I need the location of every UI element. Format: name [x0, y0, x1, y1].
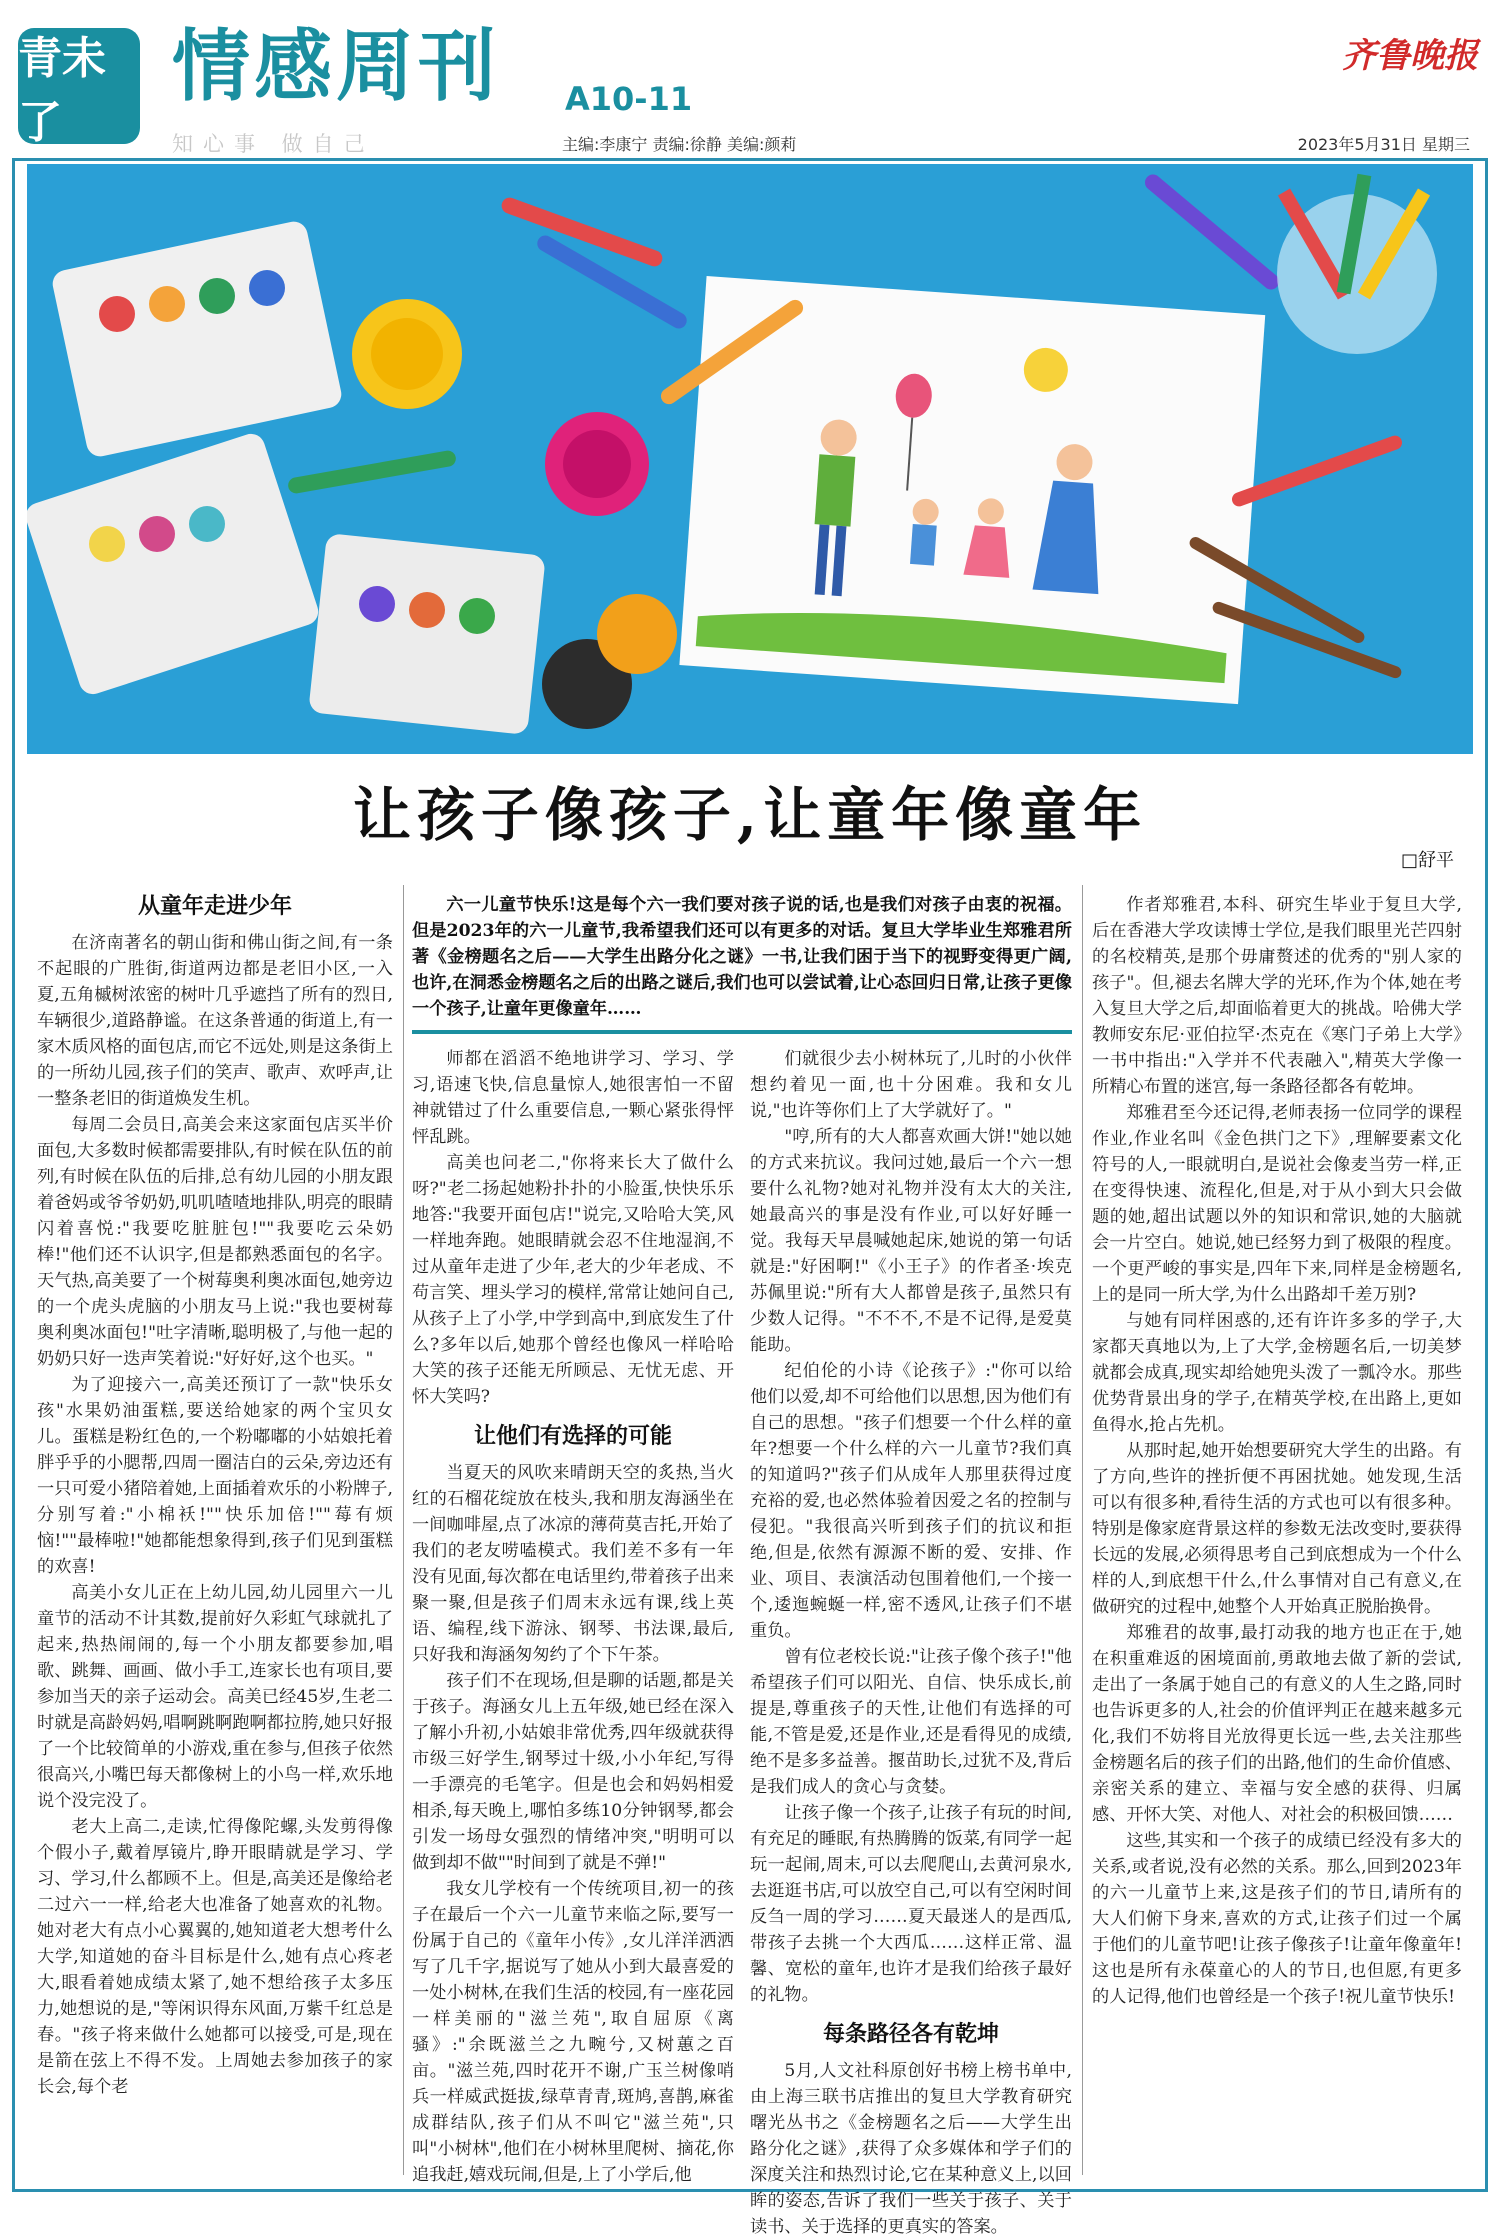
masthead [0, 0, 1500, 156]
children-drawing-photo-illustration [27, 164, 1473, 754]
article-column-2 [412, 1046, 734, 2188]
column-divider [1082, 885, 1083, 2175]
paragraph: 曾有位老校长说:"让孩子像个孩子!"他希望孩子们可以阳光、自信、快乐成长,前提是,尊重孩子的天性,让他们有选择的可能,不管是爱,还是作业,还是看得见的成绩,绝不是多多益善。揠苗助长,过犹不及,背后是我们成人的贪心与贪婪。 [750, 1647, 1072, 1797]
article-headline: 让孩子像孩子,让童年像童年 [352, 781, 1148, 849]
subheading-1: 从童年走进少年 [137, 894, 292, 919]
section-title: 情感周刊 [172, 22, 501, 112]
article-column-3 [750, 1046, 1072, 2240]
issue-date: 2023年5月31日 星期三 [1297, 135, 1470, 154]
subheading-3: 每条路径各有乾坤 [822, 2022, 999, 2047]
paragraph: 为了迎接六一,高美还预订了一款"快乐女孩"水果奶油蛋糕,要送给她家的两个宝贝女儿。蛋糕是粉红色的,一个粉嘟嘟的小姑娘托着胖乎乎的小腮帮,四周一圈洁白的云朵,旁边还有一只可爱小猪陪着她,上面插着欢乐的小粉牌子,分别写着:"小棉袄!""快乐加倍!""莓有烦恼!""最棒啦!"她都能想象得到,孩子们见到蛋糕的欢喜! [37, 1375, 393, 1577]
paragraph: "哼,所有的大人都喜欢画大饼!"她以她的方式来抗议。我问过她,最后一个六一想要什么礼物?她对礼物并没有太大的关注,她最高兴的事是没有作业,可以好好睡一觉。我每天早晨喊她起床,她说的第一句话就是:"好困啊!"《小王子》的作者圣·埃克苏佩里说:"所有大人都曾是孩子,虽然只有少数人记得。"不不不,不是不记得,是爱莫能助。 [750, 1127, 1072, 1355]
paragraph: 高美也问老二,"你将来长大了做什么呀?"老二扬起她粉扑扑的小脸蛋,快快乐乐地答:"我要开面包店!"说完,又哈哈大笑,风一样地奔跑。她眼睛就会忍不住地湿润,不过从童年走进了少年,老大的少年老成、不苟言笑、埋头学习的模样,常常让她问自己,从孩子上了小学,中学到高中,到底发生了什么?多年以后,她那个曾经也像风一样哈哈大笑的孩子还能无所顾忌、无忧无虑、开怀大笑吗? [412, 1153, 734, 1407]
paragraph: 与她有同样困惑的,还有许许多多的学子,大家都天真地以为,上了大学,金榜题名后,一切美梦就都会成真,现实却给她兜头泼了一瓢冷水。那些优势背景出身的学子,在精英学校,在出路上,更如鱼得水,抢占先机。 [1092, 1311, 1462, 1435]
paragraph: 每周二会员日,高美会来这家面包店买半价面包,大多数时候都需要排队,有时候在队伍的前列,有时候在队伍的后排,总有幼儿园的小朋友跟着爸妈或爷爷奶奶,叽叽喳喳地排队,明亮的眼睛闪着喜悦:"我要吃脏脏包!""我要吃云朵奶棒!"他们还不认识字,但是都熟悉面包的名字。天气热,高美要了一个树莓奥利奥冰面包,她旁边的一个虎头虎脑的小朋友马上说:"我也要树莓奥利奥冰面包!"吐字清晰,聪明极了,与他一起的奶奶只好一迭声笑着说:"好好好,这个也买。" [37, 1115, 393, 1369]
lead-divider [412, 1030, 1072, 1034]
paragraph: 让孩子像一个孩子,让孩子有玩的时间,有充足的睡眠,有热腾腾的饭菜,有同学一起玩一起闹,周末,可以去爬爬山,去黄河泉水,去逛逛书店,可以放空自己,可以有空闲时间反刍一周的学习……夏天最迷人的是西瓜,带孩子去挑一个大西瓜……这样正常、温馨、宽松的童年,也许才是我们给孩子最好的礼物。 [750, 1803, 1072, 2005]
paragraph: 师都在滔滔不绝地讲学习、学习、学习,语速飞快,信息量惊人,她很害怕一不留神就错过了什么重要信息,一颗心紧张得怦怦乱跳。 [412, 1049, 734, 1147]
paragraph: 郑雅君至今还记得,老师表扬一位同学的课程作业,作业名叫《金色拱门之下》,理解要素文化符号的人,一眼就明白,是说社会像麦当劳一样,正在变得快速、流程化,但是,对于从小到大只会做题的她,超出试题以外的知识和常识,她的大脑就会一片空白。她说,她已经努力到了极限的程度。一个更严峻的事实是,四年下来,同样是金榜题名,上的是同一所大学,为什么出路却千差万别? [1092, 1103, 1462, 1305]
section-slogan: 知心事 做自己 [172, 132, 375, 156]
paragraph: 孩子们不在现场,但是聊的话题,都是关于孩子。海涵女儿上五年级,她已经在深入了解小升初,小姑娘非常优秀,四年级就获得市级三好学生,钢琴过十级,小小年纪,写得一手漂亮的毛笔字。但是也会和妈妈相爱相杀,每天晚上,哪怕多练10分钟钢琴,都会引发一场母女强烈的情绪冲突,"明明可以做到却不做""时间到了就是不弹!" [412, 1671, 734, 1873]
article-column-4 [1092, 892, 1462, 2010]
paragraph: 5月,人文社科原创好书榜上榜书单中,由上海三联书店推出的复旦大学教育研究曙光丛书之《金榜题名之后——大学生出路分化之谜》,获得了众多媒体和学子们的深度关注和热烈讨论,它在某种意义上,以回眸的姿态,告诉了我们一些关于孩子、关于读书、关于选择的更真实的答案。 [750, 2061, 1072, 2237]
paragraph: 纪伯伦的小诗《论孩子》:"你可以给他们以爱,却不可给他们以思想,因为他们有自己的思想。"孩子们想要一个什么样的童年?想要一个什么样的六一儿童节?我们真的知道吗?"孩子们从成年人那里获得过度充裕的爱,也必然体验着因爱之名的控制与侵犯。"我很高兴听到孩子们的抗议和拒绝,但是,依然有源源不断的爱、安排、作业、项目、表演活动包围着他们,一个接一个,逶迤蜿蜒一样,密不透风,让孩子们不堪重负。 [750, 1361, 1072, 1641]
newspaper-brand: 齐鲁晚报 [1342, 36, 1478, 76]
editor-credits: 主编:李康宁 责编:徐静 美编:颜莉 [562, 135, 797, 154]
paragraph: 高美小女儿正在上幼儿园,幼儿园里六一儿童节的活动不计其数,提前好久彩虹气球就扎了起来,热热闹闹的,每一个小朋友都要参加,唱歌、跳舞、画画、做小手工,连家长也有项目,要参加当天的亲子运动会。高美已经45岁,生老二时就是高龄妈妈,唱啊跳啊跑啊都拉胯,她只好报了一个比较简单的小游戏,重在参与,但孩子依然很高兴,小嘴巴每天都像树上的小鸟一样,欢乐地说个没完没了。 [37, 1583, 393, 1811]
paragraph: 作者郑雅君,本科、研究生毕业于复旦大学,后在香港大学攻读博士学位,是我们眼里光芒四射的名校精英,是那个毋庸赘述的优秀的"别人家的孩子"。但,褪去名牌大学的光环,作为个体,她在考入复旦大学之后,却面临着更大的挑战。哈佛大学教师安东尼·亚伯拉罕·杰克在《寒门子弟上大学》一书中指出:"入学并不代表融入",精英大学像一所精心布置的迷宫,每一条路径都各有乾坤。 [1092, 895, 1462, 1097]
column-divider [403, 885, 404, 2175]
article-column-1 [37, 880, 393, 2100]
article-lead: 六一儿童节快乐!这是每个六一我们要对孩子说的话,也是我们对孩子由衷的祝福。但是2023年的六一儿童节,我希望我们还可以有更多的对话。复旦大学毕业生郑雅君所著《金榜题名之后——大学生出路分化之谜》一书,让我们困于当下的视野变得更广阔,也许,在洞悉金榜题名之后的出路之谜后,我们也可以尝试着,让心态回归日常,让孩子更像一个孩子,让童年更像童年…… [412, 895, 1072, 1019]
subheading-2: 让他们有选择的可能 [473, 1424, 672, 1449]
paragraph: 从那时起,她开始想要研究大学生的出路。有了方向,些许的挫折便不再困扰她。她发现,生活可以有很多种,看待生活的方式也可以有很多种。特别是像家庭背景这样的参数无法改变时,要获得长远的发展,必须得思考自己到底想成为一个什么样的人,到底想干什么,什么事情对自己有意义,在做研究的过程中,她整个人开始真正脱胎换骨。 [1092, 1441, 1462, 1617]
feature-photo [27, 164, 1473, 754]
paragraph: 当夏天的风吹来晴朗天空的炙热,当火红的石榴花绽放在枝头,我和朋友海涵坐在一间咖啡屋,点了冰凉的薄荷莫吉托,开始了我们的老友唠嗑模式。我们差不多有一年没有见面,每次都在电话里约,带着孩子出来聚一聚,但是孩子们周末永远有课,线上英语、编程,线下游泳、钢琴、书法课,最后,只好我和海涵匆匆约了个下午茶。 [412, 1463, 734, 1665]
paragraph: 我女儿学校有一个传统项目,初一的孩子在最后一个六一儿童节来临之际,要写一份属于自己的《童年小传》,女儿洋洋洒洒写了几千字,据说写了她从小到大最喜爱的一处小树林,在我们生活的校园,有一座花园一样美丽的"滋兰苑",取自屈原《离骚》:"余既滋兰之九畹兮,又树蕙之百亩。"滋兰苑,四时花开不谢,广玉兰树像哨兵一样威武挺拔,绿草青青,斑鸠,喜鹊,麻雀成群结队,孩子们从不叫它"滋兰苑",只叫"小树林",他们在小树林里爬树、摘花,你追我赶,嬉戏玩闹,但是,上了小学后,他 [412, 1879, 734, 2185]
paragraph: 在济南著名的朝山街和佛山街之间,有一条不起眼的广胜街,街道两边都是老旧小区,一入夏,五角槭树浓密的树叶几乎遮挡了所有的烈日,车辆很少,道路静谧。在这条普通的街道上,有一家木质风格的面包店,而它不远处,则是这条街上的一所幼儿园,孩子们的笑声、歌声、欢呼声,让一整条老旧的街道焕发生机。 [37, 933, 393, 1109]
column-logo: 青未了 [18, 28, 140, 144]
page-number: A10-11 [565, 80, 693, 118]
paragraph: 们就很少去小树林玩了,儿时的小伙伴想约着见一面,也十分困难。我和女儿说,"也许等你们上了大学就好了。" [750, 1049, 1072, 1121]
paragraph: 老大上高二,走读,忙得像陀螺,头发剪得像个假小子,戴着厚镜片,睁开眼睛就是学习、学习、学习,什么都顾不上。但是,高美还是像给老二过六一一样,给老大也准备了她喜欢的礼物。她对老大有点小心翼翼的,她知道老大想考什么大学,知道她的奋斗目标是什么,她有点心疼老大,眼看着她成绩太紧了,她不想给孩子太多压力,她想说的是,"等闲识得东风面,万紫千红总是春。"孩子将来做什么她都可以接受,可是,现在是箭在弦上不得不发。上周她去参加孩子的家长会,每个老 [37, 1817, 393, 2097]
article-byline: □舒平 [1400, 850, 1454, 871]
paragraph: 郑雅君的故事,最打动我的地方也正在于,她在积重难返的困境面前,勇敢地去做了新的尝试,走出了一条属于她自己的有意义的人生之路,同时也告诉更多的人,社会的价值评判正在越来越多元化,我们不妨将目光放得更长远一些,去关注那些金榜题名后的孩子们的出路,他们的生命价值感、亲密关系的建立、幸福与安全感的获得、归属感、开怀大笑、对他人、对社会的积极回馈…… [1092, 1623, 1462, 1825]
paragraph: 这些,其实和一个孩子的成绩已经没有多大的关系,或者说,没有必然的关系。那么,回到2023年的六一儿童节上来,这是孩子们的节日,请所有的大人们俯下身来,喜欢的方式,让孩子们过一个属于他们的儿童节吧!让孩子像孩子!让童年像童年!这也是所有永葆童心的人的节日,也但愿,有更多的人记得,他们也曾经是一个孩子!祝儿童节快乐! [1092, 1831, 1462, 2007]
